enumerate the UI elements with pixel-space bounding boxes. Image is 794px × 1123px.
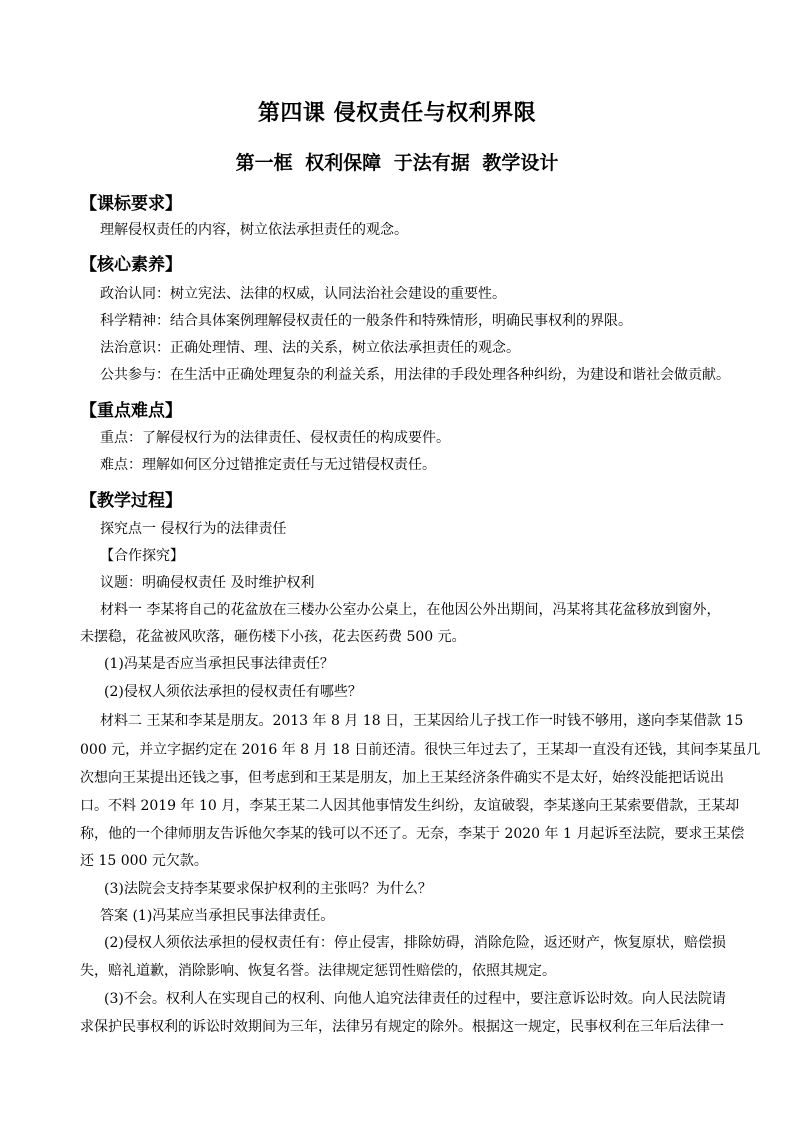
text-line: 次想向王某提出还钱之事，但考虑到和王某是朋友，加上王某经济条件确实不是太好，始终没能把话说出 <box>80 770 724 786</box>
section-heading-core-literacy: 【核心素养】 <box>80 255 182 275</box>
text-line: 理解侵权责任的内容，树立依法承担责任的观念。 <box>100 222 408 238</box>
text-line: 公共参与：在生活中正确处理复杂的利益关系，用法律的手段处理各种纠纷，为建设和谐社会做贡献。 <box>100 367 730 383</box>
text-line: 重点：了解侵权行为的法律责任、侵权责任的构成要件。 <box>100 430 450 446</box>
text-line: (3)法院会支持李某要求保护权利的主张吗？为什么？ <box>104 881 432 897</box>
text-line: 称，他的一个律师朋友告诉他欠李某的钱可以不还了。无奈，李某于 2020 年 1 月起诉至法院，要求王某偿 <box>80 826 745 842</box>
text-line: 失，赔礼道歉，消除影响、恢复名誉。法律规定惩罚性赔偿的，依照其规定。 <box>80 963 556 979</box>
text-line: 难点：理解如何区分过错推定责任与无过错侵权责任。 <box>100 457 436 473</box>
text-line: (2)侵权人须依法承担的侵权责任有：停止侵害，排除妨碍，消除危险，返还财产，恢复原状，赔偿损 <box>104 935 726 951</box>
text-line: 求保护民事权利的诉讼时效期间为三年，法律另有规定的除外。根据这一规定，民事权利在三年后法律一 <box>80 1019 724 1035</box>
text-line: 探究点一 侵权行为的法律责任 <box>100 521 287 537</box>
section-heading-teaching-process: 【教学过程】 <box>80 491 182 511</box>
lesson-subtitle: 第一框 权利保障 于法有据 教学设计 <box>235 152 559 174</box>
text-line: 000 元，并立字据约定在 2016 年 8 月 18 日前还清。很快三年过去了，王某却一直没有还钱，其间李某虽几 <box>80 742 761 758</box>
text-line: 材料一 李某将自己的花盆放在三楼办公室办公桌上，在他因公外出期间，冯某将其花盆移放到窗外， <box>100 602 721 618</box>
lesson-title: 第四课 侵权责任与权利界限 <box>257 100 537 126</box>
text-line: 口。不料 2019 年 10 月，李某王某二人因其他事情发生纠纷，友谊破裂，李某遂向王某索要借款，王某却 <box>80 798 740 814</box>
text-line: 法治意识：正确处理情、理、法的关系，树立依法承担责任的观念。 <box>100 340 520 356</box>
text-line: 政治认同：树立宪法、法律的权威，认同法治社会建设的重要性。 <box>100 286 506 302</box>
text-line: 未摆稳，花盆被风吹落，砸伤楼下小孩，花去医药费 500 元。 <box>80 629 466 645</box>
text-line: (2)侵权人须依法承担的侵权责任有哪些？ <box>104 684 362 700</box>
text-line: (1)冯某是否应当承担民事法律责任？ <box>104 656 334 672</box>
text-line: (3)不会。权利人在实现自己的权利、向他人追究法律责任的过程中，要注意诉讼时效。向人民法院请 <box>104 991 726 1007</box>
text-line: 【合作探究】 <box>100 548 184 564</box>
section-heading-key-points: 【重点难点】 <box>80 401 182 421</box>
text-line: 答案 (1)冯某应当承担民事法律责任。 <box>100 908 335 924</box>
section-heading-standards: 【课标要求】 <box>80 194 182 214</box>
text-line: 材料二 王某和李某是朋友。2013 年 8 月 18 日，王某因给儿子找工作一时钱不够用，遂向李某借款 15 <box>100 713 744 729</box>
text-line: 议题：明确侵权责任 及时维护权利 <box>100 575 315 591</box>
text-line: 科学精神：结合具体案例理解侵权责任的一般条件和特殊情形，明确民事权利的界限。 <box>100 313 632 329</box>
text-line: 还 15 000 元欠款。 <box>80 853 208 869</box>
